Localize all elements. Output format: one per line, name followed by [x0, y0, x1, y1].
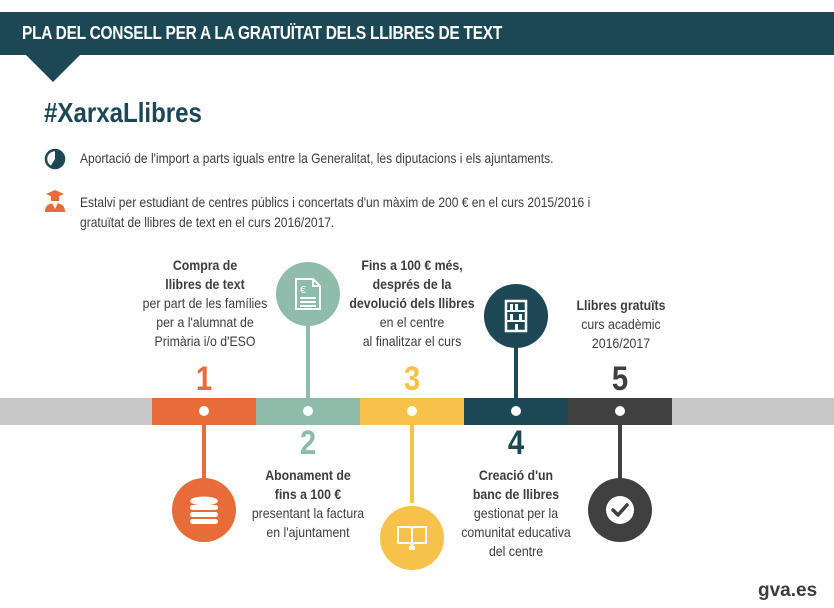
timeline-dot-3: [407, 406, 417, 416]
stem-1: [202, 425, 206, 483]
pie-chart-icon: [44, 148, 66, 170]
step-text-5: [546, 296, 696, 353]
bookshelf-icon: [504, 299, 528, 333]
step-text-2: [228, 466, 388, 542]
invoice-icon: [294, 277, 322, 311]
step-text-4: [436, 466, 596, 561]
step-2-title-line-1: Abonament de: [265, 467, 351, 483]
step-3-sub-line-1: en el centre: [379, 314, 445, 330]
step-text-1: [120, 256, 290, 351]
step-number-3: 3: [403, 360, 421, 398]
bullet-text-2: Estalvi per estudiant de centres públics i concertats d'un màxim de 200 € en el curs 2015/2016 i gratuïtat de llibres de text en el curs 2016/2017.: [80, 194, 591, 230]
timeline-dot-1: [199, 406, 209, 416]
step-3-title-line-1: Fins a 100 € més,: [361, 257, 463, 273]
header-banner: [0, 12, 834, 55]
step-4-sub-line-1: gestionat per la: [473, 505, 559, 521]
step-circle-1: [172, 478, 236, 542]
header-notch: [26, 55, 80, 82]
step-number-5: 5: [611, 360, 629, 398]
timeline-dot-2: [303, 406, 313, 416]
step-3-title-line-2: després de la: [372, 276, 452, 292]
step-4-title-line-2: banc de llibres: [472, 486, 560, 502]
step-1-sub-line-3: Primària i/o d'ESO: [154, 333, 256, 349]
coins-icon: [187, 495, 221, 525]
stem-2: [306, 324, 310, 398]
stem-3: [410, 425, 414, 503]
step-1-sub-line-2: per a l'alumnat de: [156, 314, 254, 330]
step-2-title-line-2: fins a 100 €: [274, 486, 342, 502]
header-title: PLA DEL CONSELL PER A LA GRATUÏTAT DELS LLIBRES DE TEXT: [22, 23, 503, 43]
step-5-sub-line-1: curs acadèmic: [581, 316, 661, 332]
student-icon: [44, 188, 66, 214]
step-number-1: 1: [195, 360, 213, 398]
step-number-4: 4: [507, 424, 525, 462]
step-circle-5: [588, 478, 652, 542]
step-4-title-line-1: Creació d'un: [478, 467, 554, 483]
step-1-title-line-2: llibres de text: [165, 276, 245, 292]
step-4-sub-line-2: comunitat educativa: [461, 524, 571, 540]
step-3-sub-line-2: al finalitzar el curs: [362, 333, 462, 349]
stem-4: [514, 342, 518, 398]
step-number-2: 2: [299, 424, 317, 462]
timeline-dot-5: [615, 406, 625, 416]
step-2-sub-line-2: en l'ajuntament: [266, 524, 350, 540]
step-5-title-line-1: Llibres gratuïts: [576, 297, 666, 313]
step-circle-3: [380, 506, 444, 570]
hashtag: #XarxaLlibres: [44, 97, 202, 128]
stem-5: [618, 425, 622, 483]
check-icon: [603, 493, 637, 527]
bullet-text-1: Aportació de l'import a parts iguals entre la Generalitat, les diputacions i els ajuntaments.: [80, 150, 554, 166]
step-2-sub-line-1: presentant la factura: [251, 505, 365, 521]
step-1-sub-line-1: per part de les famílies: [142, 295, 268, 311]
step-3-title-line-3: devolució dels llibres: [349, 295, 475, 311]
footer-brand: gva.es: [758, 580, 818, 601]
step-5-sub-line-2: 2016/2017: [591, 335, 651, 351]
book-icon: [395, 524, 429, 552]
timeline-dot-4: [511, 406, 521, 416]
svg-text:€: €: [300, 285, 307, 296]
step-4-sub-line-3: del centre: [488, 543, 544, 559]
step-text-3: [322, 256, 502, 351]
step-1-title-line-1: Compra de: [172, 257, 238, 273]
